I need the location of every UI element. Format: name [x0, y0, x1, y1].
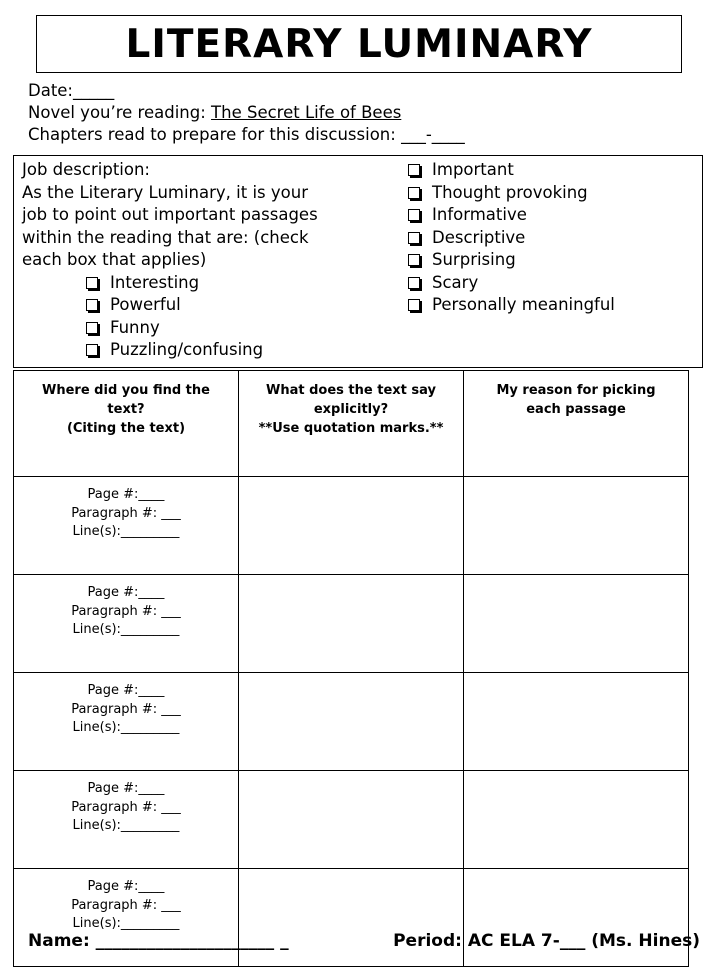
job-line: each box that applies): [22, 250, 207, 269]
checkbox-icon[interactable]: [408, 164, 420, 176]
period-field[interactable]: Period: AC ELA 7-___ (Ms. Hines): [393, 931, 700, 951]
citation-cell[interactable]: [14, 869, 239, 967]
quote-cell[interactable]: [239, 575, 464, 673]
checkbox-icon[interactable]: [408, 254, 420, 266]
checklist-label: Informative: [432, 205, 527, 224]
job-description-box: [13, 155, 703, 368]
checkbox-icon[interactable]: [408, 277, 420, 289]
checklist-item[interactable]: [22, 294, 352, 317]
checklist-item[interactable]: [22, 317, 352, 340]
checkbox-icon[interactable]: [86, 322, 98, 334]
novel-title: The Secret Life of Bees: [211, 103, 402, 122]
page-field: Page #:____: [87, 879, 165, 894]
header-quote: [239, 371, 464, 477]
checkbox-icon[interactable]: [86, 277, 98, 289]
checklist-right: [405, 159, 615, 317]
job-heading: Job description:: [22, 160, 150, 179]
checklist-label: Puzzling/confusing: [110, 340, 264, 359]
checklist-label: Descriptive: [432, 227, 526, 247]
lines-field: Line(s):_________: [72, 818, 180, 833]
checklist-item[interactable]: [405, 204, 615, 227]
paragraph-field: Paragraph #: ___: [71, 701, 181, 717]
passage-table: [13, 370, 689, 967]
header-line: My reason for picking: [496, 383, 656, 398]
job-line: As the Literary Luminary, it is your: [22, 182, 308, 202]
header-line: text?: [107, 402, 145, 417]
checklist-item[interactable]: [22, 272, 352, 295]
table-row: [14, 477, 689, 575]
reason-cell[interactable]: [464, 771, 689, 869]
checklist-label: Funny: [110, 317, 160, 337]
checklist-label: Interesting: [110, 272, 200, 292]
header-reason: [464, 371, 689, 477]
paragraph-field: Paragraph #: ___: [71, 505, 181, 521]
chapters-line: [28, 124, 465, 146]
citation-cell[interactable]: [14, 771, 239, 869]
header-line: **Use quotation marks.**: [258, 421, 444, 436]
checklist-item[interactable]: [22, 339, 352, 362]
name-field[interactable]: Name: _____________________ _: [28, 931, 289, 951]
reason-cell[interactable]: [464, 477, 689, 575]
checklist-left: [22, 272, 352, 362]
checkbox-icon[interactable]: [408, 187, 420, 199]
page-title: LITERARY LUMINARY: [125, 21, 593, 67]
citation-cell[interactable]: [14, 575, 239, 673]
chapters-label: Chapters read to prepare for this discussion:: [28, 125, 402, 144]
checklist-label: Thought provoking: [432, 182, 588, 202]
date-blank[interactable]: _____: [73, 81, 115, 100]
novel-line: [28, 102, 465, 124]
citation-cell[interactable]: [14, 673, 239, 771]
checklist-item[interactable]: [405, 272, 615, 295]
checkbox-icon[interactable]: [86, 344, 98, 356]
date-line: [28, 80, 465, 102]
checklist-label: Personally meaningful: [432, 295, 615, 314]
checklist-item[interactable]: [405, 294, 615, 317]
header-info: [28, 80, 465, 146]
checkbox-icon[interactable]: [408, 299, 420, 311]
checklist-item[interactable]: [405, 249, 615, 272]
checkbox-icon[interactable]: [408, 209, 420, 221]
lines-field: Line(s):_________: [72, 622, 180, 637]
paragraph-field: Paragraph #: ___: [71, 603, 181, 619]
lines-field: Line(s):_________: [72, 916, 180, 931]
checklist-item[interactable]: [405, 182, 615, 205]
checklist-right-column: [405, 159, 615, 317]
reason-cell[interactable]: [464, 575, 689, 673]
header-citation: [14, 371, 239, 477]
quote-cell[interactable]: [239, 869, 464, 967]
table-row: [14, 771, 689, 869]
quote-cell[interactable]: [239, 673, 464, 771]
checkbox-icon[interactable]: [408, 232, 420, 244]
page-field: Page #:____: [87, 683, 165, 698]
table-header-row: [14, 371, 689, 477]
quote-cell[interactable]: [239, 477, 464, 575]
table-row: [14, 869, 689, 967]
table-row: [14, 673, 689, 771]
date-label: Date:: [28, 81, 73, 100]
checklist-label: Scary: [432, 272, 479, 292]
page-field: Page #:____: [87, 781, 165, 796]
quote-cell[interactable]: [239, 771, 464, 869]
paragraph-field: Paragraph #: ___: [71, 897, 181, 913]
checklist-item[interactable]: [405, 227, 615, 250]
title-box: [36, 15, 682, 73]
checklist-item[interactable]: [405, 159, 615, 182]
novel-label: Novel you’re reading:: [28, 103, 212, 122]
job-line: within the reading that are: (check: [22, 227, 309, 247]
checklist-label: Powerful: [110, 295, 181, 314]
header-line: explicitly?: [313, 402, 389, 417]
header-line: Where did you find the: [42, 383, 210, 398]
page-field: Page #:____: [87, 487, 165, 502]
header-line: (Citing the text): [66, 421, 186, 436]
checklist-label: Important: [432, 160, 514, 179]
header-line: each passage: [526, 402, 626, 417]
table-row: [14, 575, 689, 673]
paragraph-field: Paragraph #: ___: [71, 799, 181, 815]
lines-field: Line(s):_________: [72, 524, 180, 539]
citation-cell[interactable]: [14, 477, 239, 575]
chapters-blank[interactable]: ___-____: [401, 125, 465, 144]
footer: [28, 931, 700, 951]
job-line: job to point out important passages: [22, 205, 318, 224]
reason-cell[interactable]: [464, 673, 689, 771]
checkbox-icon[interactable]: [86, 299, 98, 311]
reason-cell[interactable]: [464, 869, 689, 967]
job-description: [22, 159, 352, 362]
page-field: Page #:____: [87, 585, 165, 600]
lines-field: Line(s):_________: [72, 720, 180, 735]
header-line: What does the text say: [266, 383, 436, 398]
checklist-label: Surprising: [432, 250, 516, 269]
